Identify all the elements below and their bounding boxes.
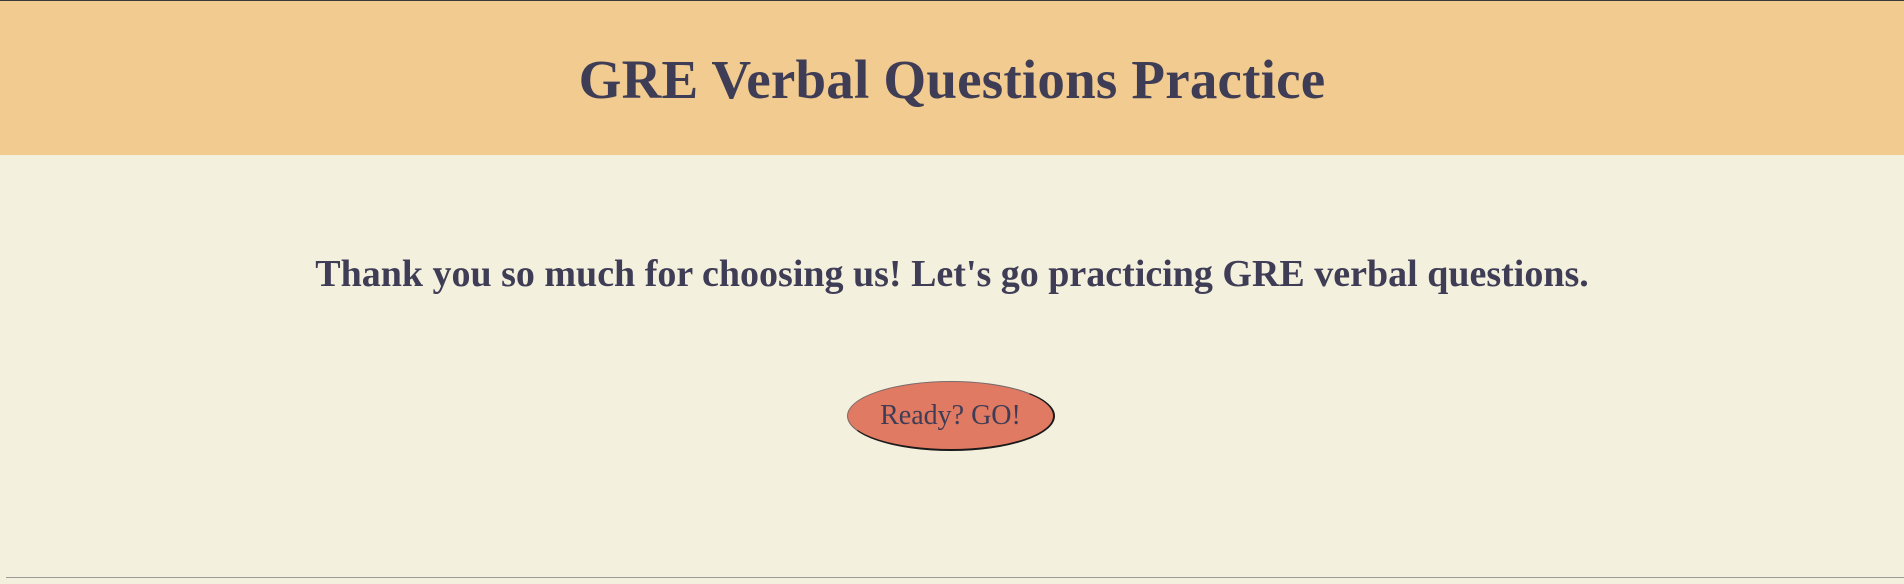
header-banner [0,0,1904,155]
divider [6,577,1904,578]
start-practice-button[interactable]: Ready? GO! [847,381,1055,451]
page-title: GRE Verbal Questions Practice [578,48,1326,110]
welcome-message: Thank you so much for choosing us! Let's go practicing GRE verbal questions. [315,253,1589,295]
